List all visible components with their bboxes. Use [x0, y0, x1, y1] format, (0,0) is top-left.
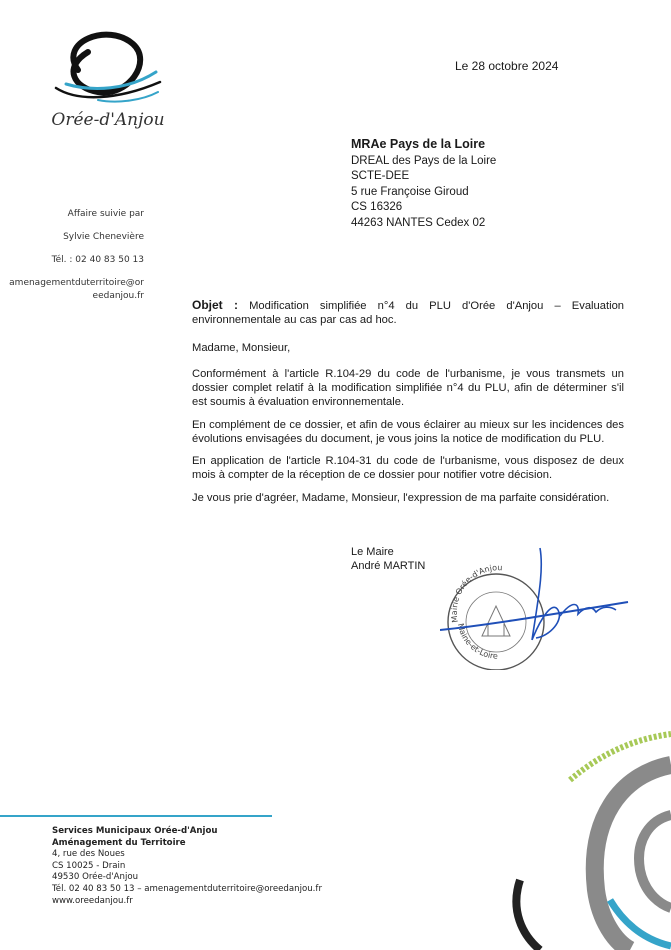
affaire-person: Sylvie Chenevière [63, 232, 144, 242]
body-paragraph: En application de l'article R.104-31 du code de l'urbanisme, vous disposez de deux mois à compter de la réception de ce dossier pour notifier votre décision. [192, 455, 624, 482]
footer-line: 4, rue des Noues [52, 849, 125, 860]
footer-line: 49530 Orée-d'Anjou [52, 872, 139, 883]
footer-dept: Aménagement du Territoire [52, 837, 186, 848]
body-paragraph: En complément de ce dossier, et afin de vous éclairer au mieux sur les incidences des évolutions envisagées du document, je vous joins la notice de modification du PLU. [192, 418, 624, 445]
recipient-line: SCTE-DEE [351, 170, 410, 182]
svg-text:Mairie Orée-d'Anjou: Mairie Orée-d'Anjou [449, 563, 503, 624]
objet-text: Modification simplifiée n°4 du PLU d'Orée d'Anjou – Evaluation environnementale au cas par cas ad hoc. [192, 300, 625, 326]
recipient-line: CS 16326 [351, 201, 403, 213]
affaire-email-line: eedanjou.fr [92, 291, 144, 301]
affaire-label: Affaire suivie par [67, 209, 144, 219]
logo-text: Orée-d'Anjou [51, 110, 165, 130]
footer-address [52, 826, 322, 907]
decorative-arcs [510, 720, 671, 950]
recipient-line: 5 rue Françoise Giroud [351, 185, 469, 198]
svg-text:Maine-et-Loire: Maine-et-Loire [455, 622, 499, 661]
letter-body [192, 299, 624, 515]
recipient-line: DREAL des Pays de la Loire [351, 154, 497, 167]
recipient-line: 44263 NANTES Cedex 02 [351, 216, 486, 229]
footer-divider [0, 815, 272, 817]
affaire-email-line: amenagementduterritoire@or [9, 278, 144, 288]
footer-org: Services Municipaux Orée-d'Anjou [52, 826, 218, 836]
signatory-name: André MARTIN [351, 559, 426, 572]
signature-block [351, 546, 425, 573]
signatory-title: Le Maire [351, 546, 394, 558]
affaire-email [4, 277, 144, 303]
body-paragraph: Conformément à l'article R.104-29 du code de l'urbanisme, je vous transmets un dossier complet relatif à la modification simplifiée n°4 du PLU, afin de déterminer s'il est soumis à évaluation environnementale. [192, 368, 624, 408]
salutation: Madame, Monsieur, [192, 341, 291, 354]
footer-line: CS 10025 - Drain [52, 860, 126, 871]
recipient-name: MRAe Pays de la Loire [351, 137, 486, 151]
recipient-address [351, 137, 496, 231]
objet-line [192, 299, 624, 328]
affaire-block [4, 208, 144, 314]
body-paragraph: Je vous prie d'agréer, Madame, Monsieur, l'expression de ma parfaite considération. [192, 491, 610, 504]
letter-date: Le 28 octobre 2024 [455, 59, 559, 73]
objet-label: Objet : [192, 298, 238, 312]
footer-line: Tél. 02 40 83 50 13 – amenagementduterritoire@oreedanjou.fr [52, 883, 322, 894]
footer-website: www.oreedanjou.fr [52, 895, 133, 906]
mairie-stamp [440, 540, 630, 670]
affaire-phone: Tél. : 02 40 83 50 13 [51, 255, 144, 265]
